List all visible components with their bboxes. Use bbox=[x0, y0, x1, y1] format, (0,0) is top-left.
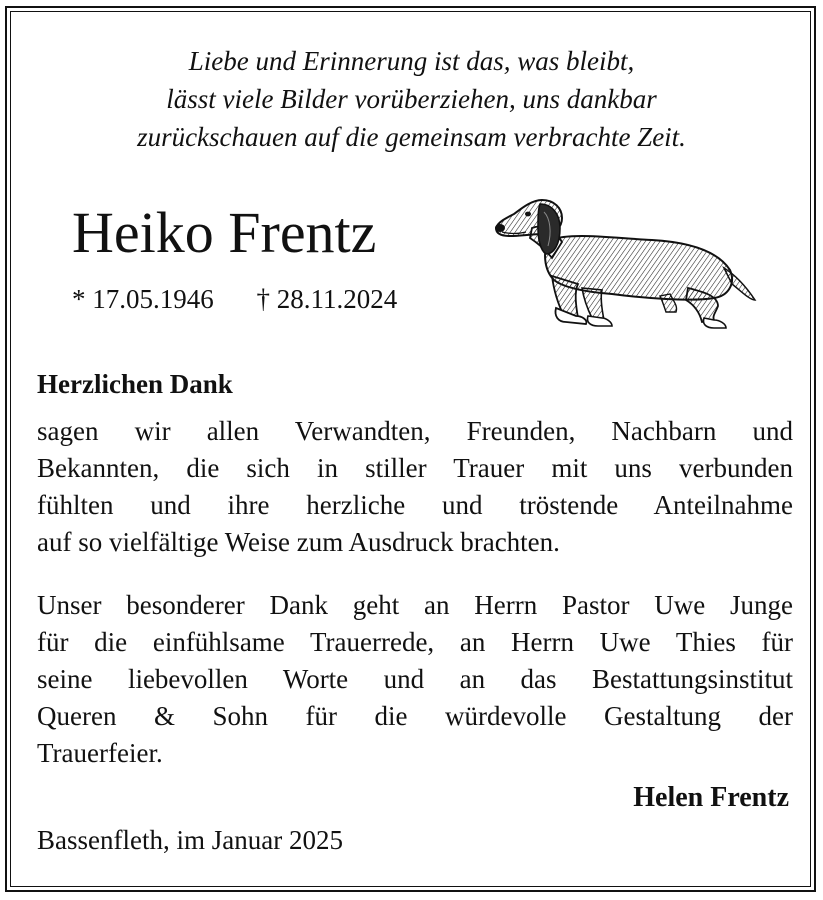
text-line: fühlten und ihre herzliche und tröstende Anteilnahme bbox=[37, 490, 793, 520]
life-dates bbox=[72, 282, 397, 316]
text-line: Trauerfeier. bbox=[37, 738, 163, 768]
memorial-poem bbox=[0, 42, 823, 156]
text-line: für die einfühlsame Trauerrede, an Herrn Uwe Thies für bbox=[37, 627, 793, 657]
death-date: † 28.11.2024 bbox=[256, 284, 398, 314]
place-and-date: Bassenfleth, im Januar 2025 bbox=[37, 825, 343, 855]
dachshund-icon bbox=[492, 188, 760, 336]
text-line: Queren & Sohn für die würdevolle Gestaltung der bbox=[37, 701, 793, 731]
poem-line: zurückschauen auf die gemeinsam verbrachte Zeit. bbox=[137, 122, 686, 152]
thanks-paragraph-1 bbox=[37, 413, 793, 561]
thanks-heading: Herzlichen Dank bbox=[37, 369, 233, 399]
text-line: seine liebevollen Worte und an das Bestattungsinstitut bbox=[37, 664, 793, 694]
poem-line: Liebe und Erinnerung ist das, was bleibt, bbox=[188, 46, 635, 76]
thanks-paragraph-2 bbox=[37, 587, 793, 772]
signature: Helen Frentz bbox=[633, 782, 789, 813]
birth-date: * 17.05.1946 bbox=[72, 284, 214, 314]
text-line: sagen wir allen Verwandten, Freunden, Nachbarn und bbox=[37, 416, 793, 446]
poem-line: lässt viele Bilder vorüberziehen, uns dankbar bbox=[166, 84, 657, 114]
text-line: auf so vielfältige Weise zum Ausdruck brachten. bbox=[37, 527, 560, 557]
deceased-name: Heiko Frentz bbox=[72, 200, 377, 265]
text-line: Bekannten, die sich in stiller Trauer mit uns verbunden bbox=[37, 453, 793, 483]
text-line: Unser besonderer Dank geht an Herrn Pastor Uwe Junge bbox=[37, 590, 793, 620]
